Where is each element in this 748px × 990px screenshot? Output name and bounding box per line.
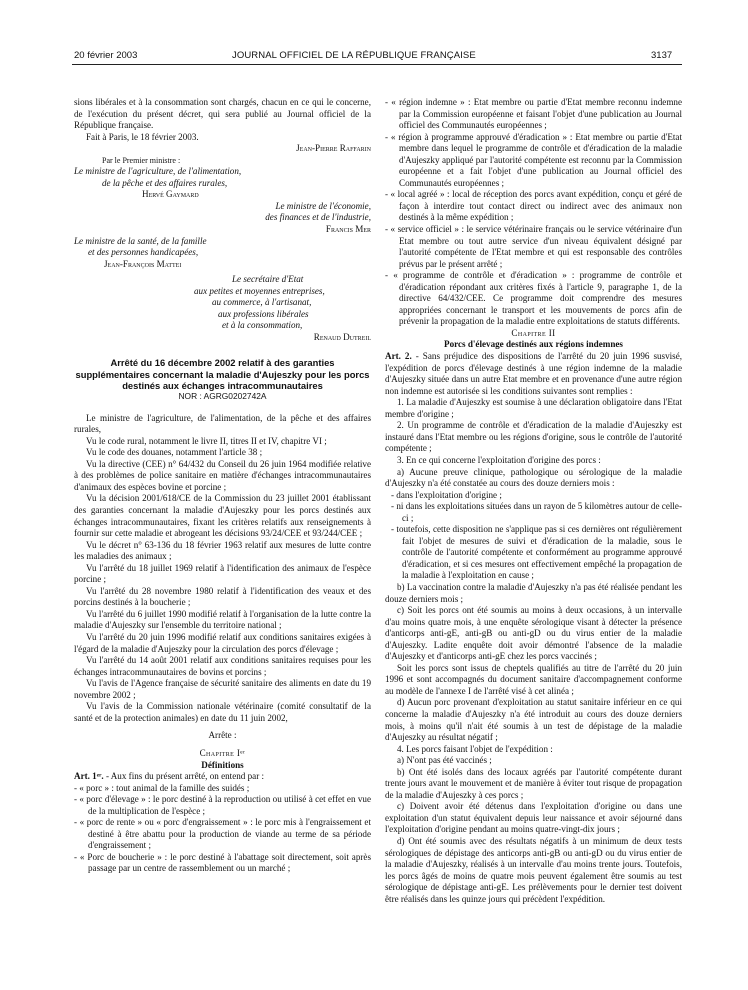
decree-closing-paragraph: sions libérales et à la consommation sont chargés, chacun en ce qui le concerne, de l'exécution du présent décret, qui sera publié au Journal officiel de la République française. — [74, 97, 371, 131]
article-paragraph: b) La vaccination contre la maladie d'Aujeszky n'a pas été réalisée pendant les douze derniers mois ; — [385, 581, 682, 604]
definition-item: - « local agréé » : local de réception des porcs avant expédition, conçu et géré de façon à interdire tout contact direct ou indirect avec des animaux non destinés à la même expédition ; — [385, 189, 682, 223]
secretary-line5: et à la consommation, — [222, 320, 303, 331]
article-paragraph: b) Ont été isolés dans des locaux agréés par l'autorité compétente durant trente jours avant le mouvement et de manière à éviter tout risque de propagation de la maladie d'Aujeszky à ces porcs ; — [385, 766, 682, 800]
visa-paragraph: Vu l'avis de la Commission nationale vétérinaire (comité consultatif de la santé et de la protection animales) en date du 11 juin 2002, — [74, 701, 371, 723]
definition-item: - « porc » : tout animal de la famille des suidés ; — [74, 782, 250, 793]
definition-item: - « porc de rente » ou « porc d'engraissement » : le porc mis à l'engraissement et destiné à être abattu pour la production de viande au terme de sa période d'engraissement ; — [74, 817, 371, 851]
visa-paragraph: Vu la directive (CEE) n° 64/432 du Conseil du 26 juin 1964 modifiée relative à des problèmes de police sanitaire en matière d'échanges intracommunautaires d'animaux des espèces bovine et porcine ; — [74, 458, 371, 492]
arrete-title: Arrêté du 16 décembre 2002 relatif à des garanties supplémentaires concernant la maladie d'Aujeszky pour les porcs destinés aux échanges intracommunautaires — [75, 357, 370, 391]
article-paragraph: a) N'ont pas été vaccinés ; — [397, 755, 492, 766]
visa-paragraph: Vu le code rural, notamment le livre II, titres II et IV, chapitre VI ; — [86, 435, 327, 446]
article-paragraph: c) Doivent avoir été détenus dans l'exploitation d'origine ou dans une exploitation d'un statut équivalent depuis leur naissance et avoir séjourné dans l'exploitation d'origine pendant au moins quatre-vingt-dix jours ; — [385, 801, 682, 835]
minister-health-line1: Le ministre de la santé, de la famille — [74, 235, 207, 246]
signature-mattei: Jean-François Mattei — [104, 258, 182, 269]
visa-paragraph: Vu la décision 2001/618/CE de la Commission du 23 juillet 2001 établissant des garanties concernant la maladie d'Aujeszky pour les porcs destinés aux échanges intracommunautaires, fixant les critères relatifs aux renseignements à fournir sur cette maladie et abrogeant les décisions 93/24/CEE et 93/244/CEE ; — [74, 493, 371, 539]
article-paragraph: d) Ont été soumis avec des résultats négatifs à un minimum de deux tests sérologiques de dépistage des anticorps anti-gB ou anti-gD ou du virus entier de la maladie d'Aujeszky, réalisés à un intervalle d'au moins trente jours. Toutefois, les porcs âgés de moins de quatre mois peuvent également être soumis au test sérologique de dépistage anti-gE. Les prélèvements pour le dernier test doivent être réalisés dans les quinze jours qui précèdent l'expédition. — [385, 836, 682, 904]
arrete-word: Arrête : — [208, 730, 237, 741]
article-paragraph: 1. La maladie d'Aujeszky est soumise à une déclaration obligatoire dans l'Etat membre d'origine ; — [385, 397, 682, 419]
article-2-paragraphs-cont — [385, 582, 682, 905]
by-prime-minister: Par le Premier ministre : — [102, 155, 181, 165]
secretary-line3: au commerce, à l'artisanat, — [212, 297, 312, 308]
intro-minister: Le ministre de l'agriculture, de l'alimentation, de la pêche et des affaires rurales, — [74, 412, 371, 435]
article-2-text: - Sans préjudice des dispositions de l'arrêté du 20 juin 1996 susvisé, l'expédition de porcs d'élevage destinés à une région indemne de la maladie d'Aujeszky située dans un autre Etat membre et en provenance d'une autre région non indemne est autorisée si les conditions suivantes sont remplies : — [385, 351, 682, 396]
visa-paragraph: Vu l'arrêté du 18 juillet 1969 relatif à l'identification des animaux de l'espèce porcine ; — [74, 562, 371, 585]
minister-economy-line2: des finances et de l'industrie, — [265, 212, 371, 223]
header-page-number: 3137 — [651, 50, 673, 61]
minister-economy-line1: Le ministre de l'économie, — [275, 200, 371, 211]
minister-health-line2: et des personnes handicapées, — [88, 247, 199, 258]
sub-item: - dans l'exploitation d'origine ; — [391, 489, 502, 500]
secretary-line4: aux professions libérales — [218, 308, 309, 319]
definition-item: - « porc d'élevage » : le porc destiné à la reproduction ou utilisé à cet effet en vue de la multiplication de l'espèce ; — [74, 794, 371, 816]
done-at-paris: Fait à Paris, le 18 février 2003. — [86, 131, 199, 142]
definition-item: - « Porc de boucherie » : le porc destiné à l'abattage soit directement, soit après passage par un centre de rassemblement ou un marché ; — [74, 851, 371, 874]
sub-item: - toutefois, cette disposition ne s'applique pas si ces dernières ont régulièrement fait l'objet de mesures de suivi et d'éradication de la maladie, sous le contrôle de l'autorité compétente et conformément au programme approuvé d'éradication, et si ces mesures ont effectivement empêché la propagation de la maladie à l'exploitation en cause ; — [391, 524, 682, 581]
article-2-paragraphs — [385, 397, 682, 489]
chapter-1-title: Définitions — [201, 759, 244, 770]
definition-item: - « région indemne » : Etat membre ou partie d'Etat membre reconnu indemne par la Commission européenne et faisant l'objet d'une publication au Journal officiel des Communautés européennes ; — [385, 97, 682, 131]
article-paragraph: c) Soit les porcs ont été soumis au moins à deux occasions, à un intervalle d'au moins quatre mois, à une enquête sérologique visant à détecter la présence d'anticorps anti-gE, anti-gB ou anti-gD ou du virus entier de la maladie d'Aujeszky. Ladite enquête doit avoir démontré l'absence de la maladie d'Aujeszky et d'anticorps anti-gE chez les porcs vaccinés ; — [385, 605, 682, 662]
secretary-line2: aux petites et moyennes entreprises, — [194, 285, 325, 296]
visas-list — [74, 436, 371, 725]
definition-item: - « service officiel » : le service vétérinaire français ou le service vétérinaire d'un Etat membre ou tout autre service d'un niveau équivalent désigné par l'autorité compétente de l'Etat membre et qui est responsable des contrôles prévus par le présent arrêté ; — [385, 224, 682, 269]
chapter-1-heading: Chapitre Iᵉʳ — [199, 747, 246, 758]
signature-prime-minister: Jean-Pierre Raffarin — [296, 143, 371, 154]
header-journal-title: JOURNAL OFFICIEL DE LA RÉPUBLIQUE FRANÇAISE — [232, 50, 476, 61]
visa-paragraph: Vu le décret n° 63-136 du 18 février 1963 relatif aux mesures de lutte contre les maladies des animaux ; — [74, 539, 371, 562]
signature-gaymard: Hervé Gaymard — [142, 189, 199, 200]
nor-reference: NOR : AGRG0202742A — [178, 391, 267, 402]
visa-paragraph: Vu l'arrêté du 14 août 2001 relatif aux conditions sanitaires requises pour les échanges intracommunautaires de bovins et porcins ; — [74, 655, 371, 677]
header-rule — [72, 64, 682, 65]
definitions-list-right — [385, 97, 682, 328]
minister-agriculture-line1: Le ministre de l'agriculture, de l'alimentation, — [74, 166, 242, 177]
chapter-2-title: Porcs d'élevage destinés aux régions indemnes — [444, 339, 623, 350]
article-2-sub-items — [385, 490, 682, 582]
article-1-text: - Aux fins du présent arrêté, on entend par : — [103, 771, 265, 782]
visa-paragraph: Vu l'arrêté du 28 novembre 1980 relatif à l'identification des veaux et des porcins destinés à la boucherie ; — [74, 585, 371, 608]
article-1-label: Art. 1ᵉʳ. — [74, 771, 104, 782]
visa-paragraph: Vu l'arrêté du 6 juillet 1990 modifié relatif à l'organisation de la lutte contre la maladie d'Aujeszky sur l'ensemble du territoire national ; — [74, 608, 371, 631]
signature-mer: Francis Mer — [325, 224, 371, 235]
visa-paragraph: Vu l'avis de l'Agence française de sécurité sanitaire des aliments en date du 19 novembre 2002 ; — [74, 678, 371, 700]
page-header — [0, 50, 748, 64]
header-date: 20 février 2003 — [74, 50, 138, 61]
article-paragraph: a) Aucune preuve clinique, pathologique ou sérologique de la maladie d'Aujeszky n'a été constatée au cours des douze derniers mois : — [385, 466, 682, 489]
definition-item: - « programme de contrôle et d'éradication » : programme de contrôle et d'éradication répondant aux critères fixés à l'article 9, paragraphe 1, de la directive 64/432/CEE. Ce programme doit comprendre des mesures appropriées concernant le transport et les mouvements de porcs afin de prévenir la propagation de la maladie entre exploitations de statuts différents. — [385, 270, 682, 327]
signature-dutreil: Renaud Dutreil — [313, 331, 371, 342]
article-paragraph: d) Aucun porc provenant d'exploitation au statut sanitaire inférieur en ce qui concerne la maladie d'Aujeszky n'a été introduit au cours des douze derniers mois, à moins qu'il n'ait été soumis à un test de dépistage de la maladie d'Aujeszky au résultat négatif ; — [385, 697, 682, 743]
secretary-line1: Le secrétaire d'Etat — [232, 274, 304, 285]
article-paragraph: Soit les porcs sont issus de cheptels qualifiés au titre de l'arrêté du 20 juin 1996 et sont accompagnés du document sanitaire d'accompagnement conforme au modèle de l'annexe I de l'arrêté visé à cet alinéa ; — [385, 662, 682, 696]
chapter-2-heading: Chapitre II — [511, 327, 556, 338]
article-paragraph: 4. Les porcs faisant l'objet de l'expédition : — [397, 743, 553, 754]
article-paragraph: 3. En ce qui concerne l'exploitation d'origine des porcs : — [397, 454, 601, 465]
sub-item: - ni dans les exploitations situées dans un rayon de 5 kilomètres autour de celle-ci ; — [391, 501, 682, 523]
definition-item: - « région à programme approuvé d'éradication » : Etat membre ou partie d'Etat membre dans lequel le programme de contrôle et d'éradication de la maladie d'Aujeszky appliqué par l'autorité compétente est reconnu par la Commission européenne et a fait l'objet d'une publication au Journal officiel des Communautés européennes ; — [385, 131, 682, 188]
visa-paragraph: Vu l'arrêté du 20 juin 1996 modifié relatif aux conditions sanitaires exigées à l'égard de la maladie d'Aujeszky pour la circulation des porcs d'élevage ; — [74, 632, 371, 654]
right-column — [385, 97, 682, 905]
left-column — [74, 97, 371, 875]
minister-agriculture-line2: de la pêche et des affaires rurales, — [102, 177, 228, 188]
article-paragraph: 2. Un programme de contrôle et d'éradication de la maladie d'Aujeszky est instauré dans l'Etat membre ou les régions d'origine, sous le contrôle de l'autorité compétente ; — [385, 420, 682, 454]
visa-paragraph: Vu le code des douanes, notamment l'article 38 ; — [86, 447, 263, 458]
definitions-list-left — [74, 783, 371, 875]
article-2-label: Art. 2. — [385, 351, 412, 362]
